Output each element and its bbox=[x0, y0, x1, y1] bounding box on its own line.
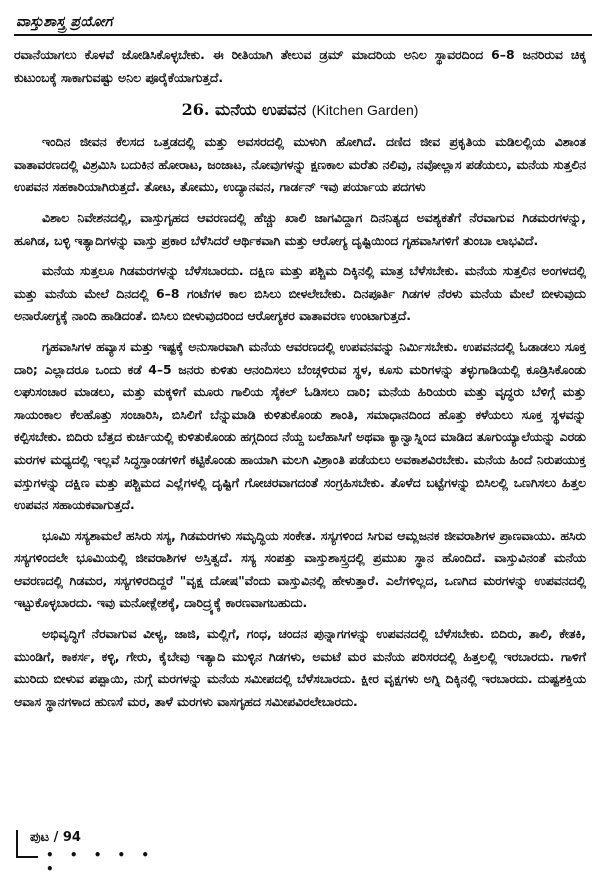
footer-bracket bbox=[16, 830, 18, 858]
section-heading bbox=[14, 97, 586, 123]
section-number: 26. bbox=[181, 100, 210, 120]
page-footer bbox=[16, 826, 176, 876]
footer-dots: • • • • • • bbox=[46, 848, 156, 876]
section-title: ಮನೆಯ ಉಪವನ bbox=[215, 100, 307, 120]
paragraph: ಮನೆಯ ಸುತ್ತಲೂ ಗಿಡಮರಗಳನ್ನು ಬೆಳೆಸಬಾರದು. ದಕ್ಷಿಣ ಮತ್ತು ಪಶ್ಚಿಮ ದಿಕ್ಕಿನಲ್ಲಿ ಮಾತ್ರ ಬೆಳೆಸಬೇಕು. ಮನೆಯ ಸುತ್ತಲಿನ ಅಂಗಳದಲ್ಲಿ ಮತ್ತು ಮನೆಯ ಮೇಲೆ ದಿನದಲ್ಲಿ 6–8 ಗಂಟೆಗಳ ಕಾಲ ಬಿಸಿಲು ಬೀಳಲೇಬೇಕು. ದಿನಪೂರ್ತಿ ಗಿಡಗಳ ನೆರಳು ಮನೆಯ ಮೇಲೆ ಬೀಳುವುದು ಅನಾರೋಗ್ಯಕ್ಕೆ ನಾಂದಿ ಹಾಡಿದಂತೆ. ಬಿಸಿಲು ಬೀಳುವುದರಿಂದ ಆರೋಗ್ಯಕರ ವಾತಾವರಣ ಉಂಟಾಗುತ್ತದೆ. bbox=[14, 263, 586, 324]
page-content bbox=[14, 44, 586, 721]
running-header bbox=[14, 6, 592, 36]
paragraph: ವಿಶಾಲ ನಿವೇಶನದಲ್ಲಿ, ವಾಸ್ತುಗೃಹದ ಆವರಣದಲ್ಲಿ ಹೆಚ್ಚು ಖಾಲಿ ಜಾಗವಿದ್ದಾಗ ದಿನನಿತ್ಯದ ಅವಶ್ಯಕತೆಗೆ ನೆರವಾಗುವ ಗಿಡಮರಗಳನ್ನು, ಹೂಗಿಡ, ಬಳ್ಳಿ ಇತ್ಯಾದಿಗಳನ್ನು ವಾಸ್ತು ಪ್ರಕಾರ ಬೆಳೆಸಿದರೆ ಆರ್ಥಿಕವಾಗಿ ಮತ್ತು ಆರೋಗ್ಯ ದೃಷ್ಟಿಯಿಂದ ಗೃಹವಾಸಿಗಳಿಗೆ ತುಂಬಾ ಲಾಭವಿದೆ. bbox=[14, 209, 586, 248]
paragraph: ಭೂಮಿ ಸಸ್ಯಶಾಮಲೆ ಹಸಿರು ಸಸ್ಯ, ಗಿಡಮರಗಳು ಸಮೃದ್ಧಿಯ ಸಂಕೇತ. ಸಸ್ಯಗಳಿಂದ ಸಿಗುವ ಆಮ್ಲಜನಕ ಜೀವರಾಶಿಗಳ ಪ್ರಾಣವಾಯು. ಹಸಿರು ಸಸ್ಯಗಳಿಂದಲೇ ಭೂಮಿಯಲ್ಲಿ ಜೀವರಾಶಿಗಳ ಅಸ್ತಿತ್ವದೆ. ಸಸ್ಯ ಸಂಪತ್ತು ವಾಸ್ತುಶಾಸ್ತ್ರದಲ್ಲಿ ಪ್ರಮುಖ ಸ್ಥಾನ ಹೊಂದಿದೆ. ವಾಸ್ತುವಿನಂತೆ ಮನೆಯ ಆವರಣದಲ್ಲಿ ಗಿಡಮರ, ಸಸ್ಯಗಳಿರದಿದ್ದರೆ "ವೃಕ್ಷ ದೋಷ"ವೆಂದು ವಾಸ್ತುವಿನಲ್ಲಿ ಹೇಳುತ್ತಾರೆ. ಎಲೆಗಳಿಲ್ಲದ, ಒಣಗಿದ ಮರಗಳನ್ನು ಉಪವನದಲ್ಲಿ ಇಟ್ಟುಕೊಳ್ಳಬಾರದು. ಇವು ಮನೋಕ್ಲೇಶಕ್ಕೆ, ದಾರಿದ್ರ್ಯಕ್ಕೆ ಕಾರಣವಾಗಬಹುದು. bbox=[14, 527, 586, 611]
page-number: ಪುಟ / 94 bbox=[30, 830, 81, 845]
running-title: ವಾಸ್ತುಶಾಸ್ತ್ರ ಪ್ರಯೋಗ bbox=[16, 14, 113, 30]
footer-bracket-base bbox=[16, 856, 38, 858]
paragraph: ಗೃಹವಾಸಿಗಳ ಹವ್ಯಾಸ ಮತ್ತು ಇಷ್ಟಕ್ಕೆ ಅನುಸಾರವಾಗಿ ಮನೆಯ ಆವರಣದಲ್ಲಿ ಉಪವನವನ್ನು ನಿರ್ಮಿಸಬೇಕು. ಉಪವನದಲ್ಲಿ ಓಡಾಡಲು ಸೂಕ್ತ ದಾರಿ; ಎಲ್ಲಾದರೂ ಒಂದು ಕಡೆ 4–5 ಜನರು ಕುಳಿತು ಆನಂದಿಸಲು ಬೆಂಚ್ಗಳಿರುವ ಸ್ಥಳ, ಕೂಸು ಮರಿಗಳನ್ನು ತಳ್ಳುಗಾಡಿಯಲ್ಲಿ ಕೂಡ್ರಿಸಿಕೊಂಡು ಲಘುಸಂಚಾರ ಮಾಡಲು, ಮತ್ತು ಮಕ್ಕಳಿಗೆ ಮೂರು ಗಾಲಿಯ ಸೈಕಲ್ ಓಡಿಸಲು ದಾರಿ; ಮನೆಯ ಹಿರಿಯರು ಮತ್ತು ವೃದ್ಧರು ಬೆಳಿಗ್ಗೆ ಮತ್ತು ಸಾಯಂಕಾಲ ಕೆಲಹೊತ್ತು ಸಂಚಾರಿಸಿ, ಬಿಸಿಲಿಗೆ ಬೆನ್ನುಮಾಡಿ ಕುಳಿತುಕೊಂಡು ಶಾಂತಿ, ಸಮಾಧಾನದಿಂದ ಹೊತ್ತು ಕಳೆಯಲು ಸೂಕ್ತ ಸ್ಥಳವನ್ನು ಕಲ್ಪಿಸಬೇಕು. ಬಿದಿರು ಬೆತ್ತದ ಕುರ್ಚಿಯಲ್ಲಿ ಕುಳಿತುಕೊಂಡು ಹಗ್ಗದಿಂದ ನೆಯ್ದ ಬಲೆಹಾಸಿಗೆ ಅಥವಾ ಕ್ಯಾನ್ವಾಸ್ನಿಂದ ಮಾಡಿದ ತೂಗುಯ್ಯಾಲೆಯನ್ನು ಎರಡು ಮರಗಳ ಮಧ್ಯದಲ್ಲಿ ಇಲ್ಲವೆ ಸಿದ್ಧಸ್ತಾಂಡಗಳಿಗೆ ಕಟ್ಟಿಕೊಂಡು ಹಾಯಾಗಿ ಮಲಗಿ ವಿಶ್ರಾಂತಿ ಪಡೆಯಲು ಅವಕಾಶವಿರಬೇಕು. ಮನೆಯ ಹಿಂದೆ ನಿರುಪಯುಕ್ತ ವಸ್ತುಗಳನ್ನು ದಕ್ಷಿಣ ಮತ್ತು ಪಶ್ಚಿಮದ ಎಲ್ಲೆಗಳಲ್ಲಿ ದೃಷ್ಟಿಗೆ ಗೋಚರವಾಗದಂತೆ ಸಂಗ್ರಹಿಸಬೇಕು. ತೊಳೆದ ಬಟ್ಟೆಗಳನ್ನು ಬಿಸಿಲಲ್ಲಿ ಒಣಗಿಸಲು ಹಿತ್ತಲ ಉಪವನ ಸಹಾಯಕವಾಗುತ್ತದೆ. bbox=[14, 338, 586, 513]
paragraph: ಇಂದಿನ ಜೀವನ ಕೆಲಸದ ಒತ್ತಡದಲ್ಲಿ ಮತ್ತು ಅವಸರದಲ್ಲಿ ಮುಳುಗಿ ಹೋಗಿದೆ. ದಣಿದ ಜೀವ ಪ್ರಕೃತಿಯ ಮಡಿಲಲ್ಲಿಯ ವಿಶಾಂತ ವಾತಾವರಣದಲ್ಲಿ ವಿಶ್ರಮಿಸಿ ಬದುಕಿನ ಹೋರಾಟ, ಜಂಜಾಟ, ನೋವುಗಳನ್ನು ಕ್ಷಣಕಾಲ ಮರೆತು ನಲಿವು, ನವೋಲ್ಲಾಸ ಪಡೆಯಲು, ಮನೆಯ ಸುತ್ತಲಿನ ಉಪವನ ಸಹಕಾರಿಯಾಗಿರುತ್ತದೆ. ತೋಟ, ತೋಮು, ಉದ್ಯಾನವನ, ಗಾರ್ಡನ್ ಇವು ಪರ್ಯಾಯ ಪದಗಳು bbox=[14, 134, 586, 195]
intro-paragraph: ರವಾನೆಯಾಗಲು ಕೊಳವೆ ಜೋಡಿಸಿಕೊಳ್ಳಬೇಕು. ಈ ರೀತಿಯಾಗಿ ತೇಲುವ ಡ್ರಮ್ ಮಾದರಿಯ ಅನಿಲ ಸ್ಥಾವರದಿಂದ 6–8 ಜನರಿರುವ ಚಿಕ್ಕ ಕುಟುಂಬಕ್ಕೆ ಸಾಕಾಗುವಷ್ಟು ಅನಿಲ ಪೂರೈಕೆಯಾಗುತ್ತದೆ. bbox=[14, 47, 586, 85]
section-title-english: (Kitchen Garden) bbox=[311, 102, 419, 119]
paragraph: ಅಭಿವೃದ್ಧಿಗೆ ನೆರವಾಗುವ ವೀಳ್ಯ, ಜಾಜಿ, ಮಲ್ಲಿಗೆ, ಗಂಧ, ಚಂದನ ಪುನ್ನಾಗಗಳನ್ನು ಉಪವನದಲ್ಲಿ ಬೆಳೆಸಬೇಕು. ಬಿದಿರು, ತಾಲಿ, ಕೇತಕಿ, ಮುಂಡಿಗೆ, ಕಾಕರ್ಸ, ಕಳ್ಳಿ, ಗೇರು, ಕೈಬೇವು ಇತ್ಯಾದಿ ಮುಳ್ಳಿನ ಗಿಡಗಳು, ಅಮಟೆ ಮರ ಮನೆಯ ಪರಿಸರದಲ್ಲಿ ಹಿತ್ತಲಲ್ಲಿ ಇರಬಾರದು. ಗಾಳಿಗೆ ಮುರಿದು ಬೀಳುವ ಪಪ್ಪಾಯಿ, ನುಗ್ಗೆ ಮರಗಳನ್ನು ಮನೆಯ ಸಮೀಪದಲ್ಲಿ ಬೆಳೆಸಬಾರದು. ಕ್ಷೀರ ವೃಕ್ಷಗಳು ಅಗ್ನಿ ದಿಕ್ಕಿನಲ್ಲಿ ಇರಬಾರದು. ದುಷ್ಟಶಕ್ತಿಯ ಆವಾಸ ಸ್ಥಾನಗಳಾದ ಹುಣಸೆ ಮರ, ತಾಳೆ ಮರಗಳು ವಾಸಗೃಹದ ಸಮೀಪವಿರಲೇಬಾರದು. bbox=[14, 626, 586, 709]
